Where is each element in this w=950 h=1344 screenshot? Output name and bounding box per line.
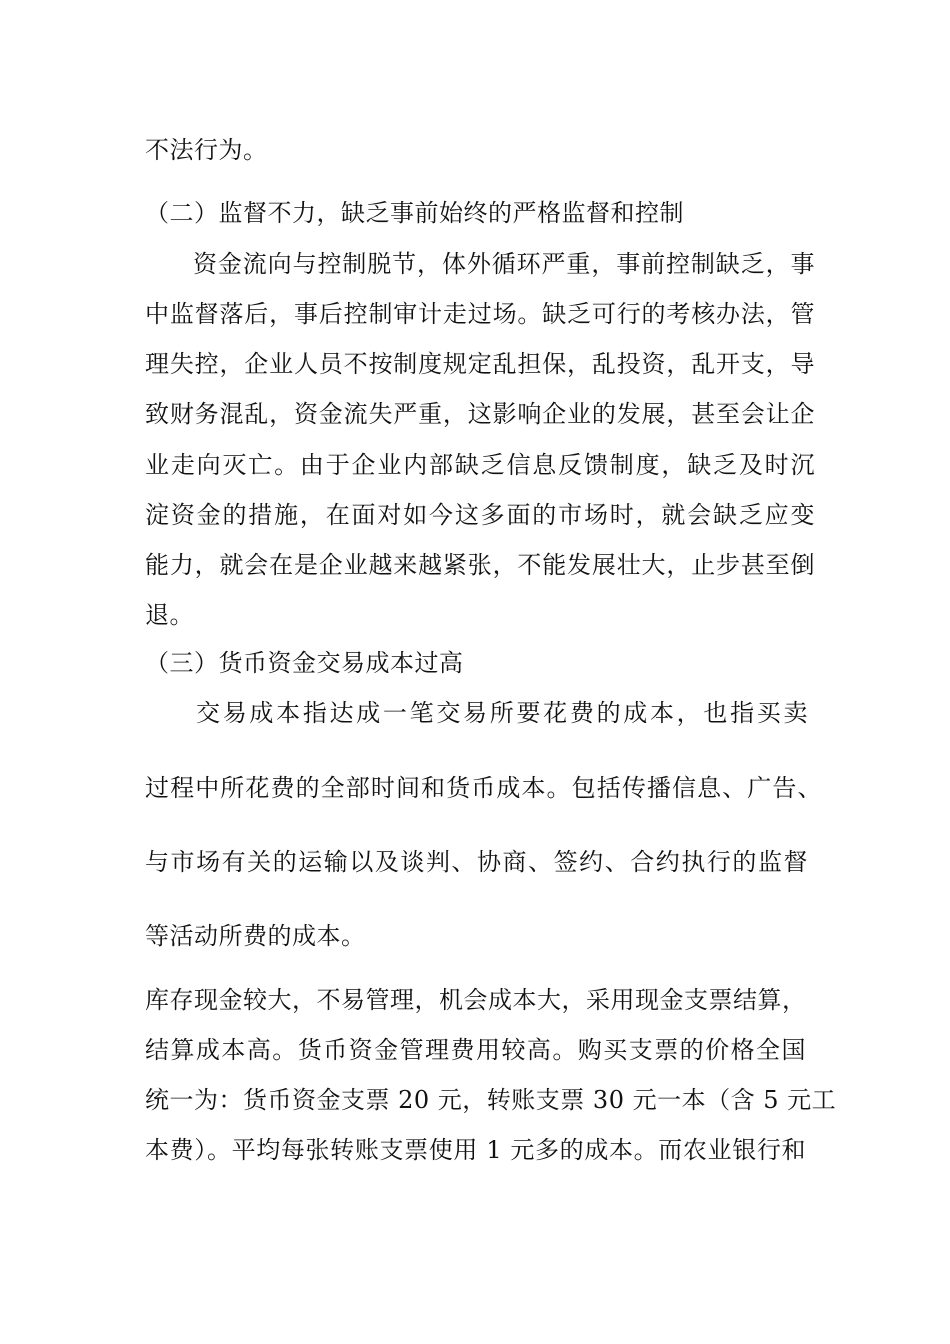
paragraph-line: 致财务混乱，资金流失严重，这影响企业的发展，甚至会让企 [145, 400, 815, 428]
section-heading-3: （三）货币资金交易成本过高 [145, 649, 464, 677]
paragraph-line: 本费）。平均每张转账支票使用 1 元多的成本。而农业银行和 [145, 1136, 806, 1164]
paragraph-line: 中监督落后，事后控制审计走过场。缺乏可行的考核办法，管 [145, 300, 815, 328]
paragraph-line: 过程中所花费的全部时间和货币成本。包括传播信息、广告、 [145, 774, 822, 802]
paragraph-line: 淀资金的措施，在面对如今这多面的市场时，就会缺乏应变 [145, 501, 815, 529]
paragraph-line: 理失控，企业人员不按制度规定乱担保，乱投资，乱开支，导 [145, 350, 815, 378]
paragraph-line: 业走向灭亡。由于企业内部缺乏信息反馈制度，缺乏及时沉 [145, 451, 815, 479]
paragraph-line: 等活动所费的成本。 [145, 922, 366, 950]
paragraph-line: 统一为：货币资金支票 20 元，转账支票 30 元一本（含 5 元工 [145, 1086, 837, 1114]
paragraph-line: 结算成本高。货币资金管理费用较高。购买支票的价格全国 [145, 1036, 806, 1064]
paragraph-line: 能力，就会在是企业越来越紧张，不能发展壮大，止步甚至倒 [145, 551, 815, 579]
paragraph-line: 与市场有关的运输以及谈判、协商、签约、合约执行的监督 [145, 848, 808, 876]
paragraph-line: 资金流向与控制脱节，体外循环严重，事前控制缺乏，事 [193, 250, 815, 278]
paragraph-line: 库存现金较大，不易管理，机会成本大，采用现金支票结算， [145, 986, 807, 1014]
paragraph-line: 交易成本指达成一笔交易所要花费的成本，也指买卖 [196, 699, 808, 727]
paragraph-line: 退。 [145, 601, 194, 629]
section-heading-2: （二）监督不力，缺乏事前始终的严格监督和控制 [145, 199, 684, 227]
text-line: 不法行为。 [145, 136, 268, 164]
